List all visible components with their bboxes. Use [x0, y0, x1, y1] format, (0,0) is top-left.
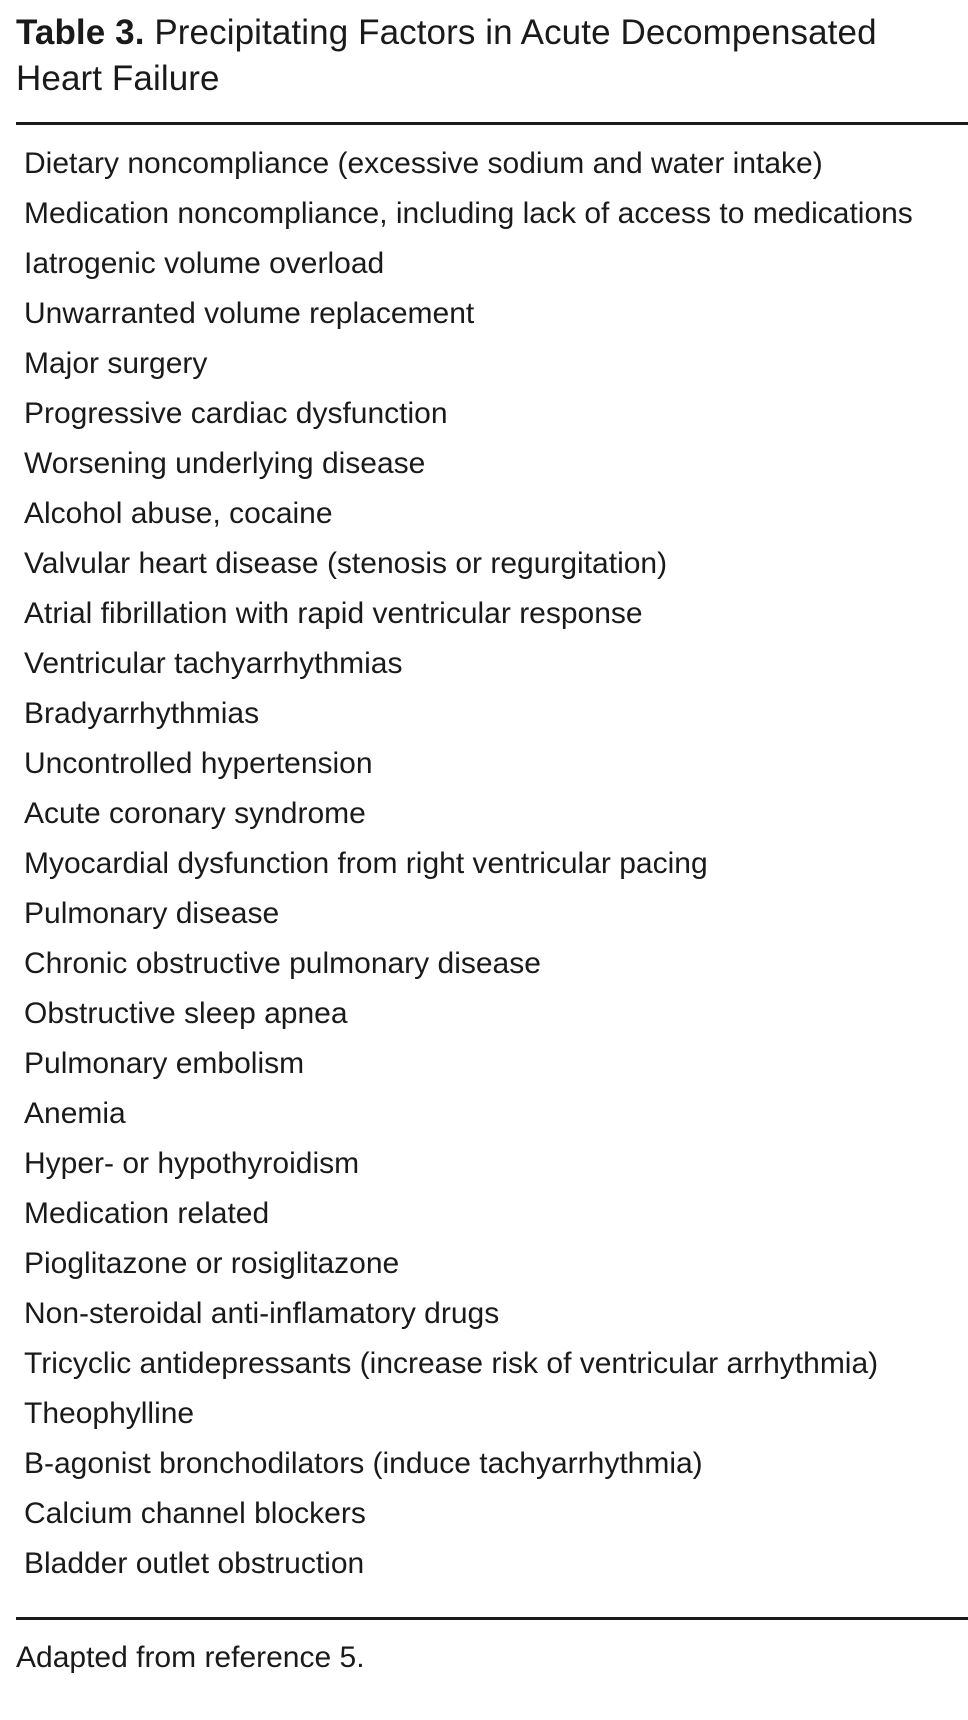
list-item: Theophylline — [24, 1397, 195, 1430]
list-item: B-agonist bronchodilators (induce tachyarrhythmia) — [24, 1447, 703, 1480]
list-item: Medication related — [24, 1197, 270, 1230]
list-item: Myocardial dysfunction from right ventricular pacing — [24, 847, 708, 880]
list-item: Calcium channel blockers — [24, 1497, 366, 1530]
table-footnote: Adapted from reference 5. — [16, 1641, 365, 1674]
list-item: Hyper- or hypothyroidism — [24, 1147, 360, 1180]
list-item: Unwarranted volume replacement — [24, 297, 475, 330]
table-title: Precipitating Factors in Acute Decompensated Heart Failure — [16, 13, 877, 98]
list-item: Tricyclic antidepressants (increase risk of ventricular arrhythmia) — [24, 1347, 879, 1380]
list-item: Pulmonary embolism — [24, 1047, 305, 1080]
list-item: Alcohol abuse, cocaine — [24, 497, 333, 530]
list-item: Progressive cardiac dysfunction — [24, 397, 448, 430]
bottom-rule — [16, 1617, 968, 1620]
list-item: Bradyarrhythmias — [24, 697, 260, 730]
list-item: Acute coronary syndrome — [24, 797, 366, 830]
list-item: Chronic obstructive pulmonary disease — [24, 947, 541, 980]
list-item: Iatrogenic volume overload — [24, 247, 385, 280]
list-item: Atrial fibrillation with rapid ventricular response — [24, 597, 643, 630]
list-item: Obstructive sleep apnea — [24, 997, 348, 1030]
list-item: Pioglitazone or rosiglitazone — [24, 1247, 400, 1280]
list-item: Uncontrolled hypertension — [24, 747, 373, 780]
table-caption — [16, 10, 952, 102]
list-item: Dietary noncompliance (excessive sodium and water intake) — [24, 147, 823, 180]
list-item: Pulmonary disease — [24, 897, 280, 930]
list-item: Medication noncompliance, including lack of access to medications — [24, 197, 913, 230]
factor-list — [16, 125, 952, 1605]
list-item: Anemia — [24, 1097, 126, 1130]
list-item: Major surgery — [24, 347, 208, 380]
table-number: Table 3. — [16, 13, 145, 52]
list-item: Bladder outlet obstruction — [24, 1547, 365, 1580]
list-item: Valvular heart disease (stenosis or regurgitation) — [24, 547, 668, 580]
list-item: Worsening underlying disease — [24, 447, 426, 480]
list-item: Non-steroidal anti-inflamatory drugs — [24, 1297, 500, 1330]
list-item: Ventricular tachyarrhythmias — [24, 647, 403, 680]
